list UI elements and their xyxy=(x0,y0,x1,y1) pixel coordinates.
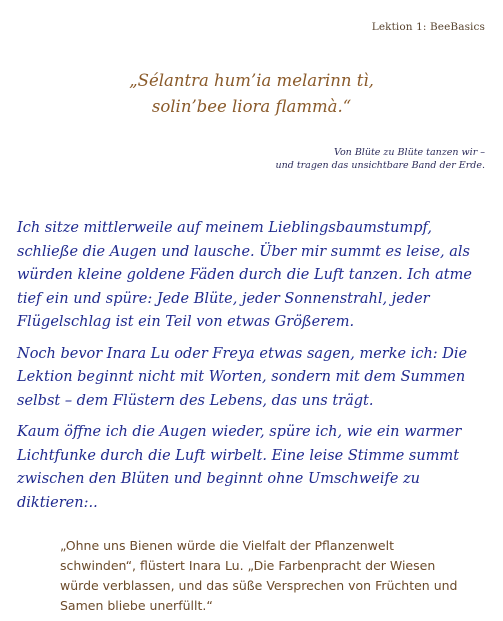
translation-line-1: Von Blüte zu Blüte tanzen wir – xyxy=(333,147,485,158)
quote-text: „Ohne uns Bienen würde die Vielfalt der Pflanzenwelt schwinden“, flüstert Inara Lu. „Die Farbenpracht der Wiesen würde verblassen, und das süße Versprechen von Früchten und Samen bliebe unerfüllt.“ xyxy=(60,538,458,613)
lesson-header: Lektion 1: BeeBasics xyxy=(371,21,485,33)
epigraph-translation xyxy=(275,146,485,172)
epigraph-line-2: solin’bee liora flammà.“ xyxy=(151,97,352,116)
epigraph-line-1: „Sélantra hum’ia melarinn tì, xyxy=(129,71,374,90)
story-body xyxy=(17,217,487,523)
story-paragraph-1: Ich sitze mittlerweile auf meinem Lieblingsbaumstumpf, schließe die Augen und lausche. Über mir summt es leise, als würden kleine goldene Fäden durch die Luft tanzen. Ich atme tief ein und spüre: Jede Blüte, jeder Sonnenstrahl, jeder Flügelschlag ist ein Teil von etwas Größerem. xyxy=(17,220,472,330)
dictated-quote xyxy=(60,536,472,616)
epigraph xyxy=(0,68,503,120)
story-paragraph-3: Kaum öffne ich die Augen wieder, spüre ich, wie ein warmer Lichtfunke durch die Luft wirbelt. Eine leise Stimme summt zwischen den Blüten und beginnt ohne Umschweife zu diktieren:.. xyxy=(17,424,462,511)
story-paragraph-2: Noch bevor Inara Lu oder Freya etwas sagen, merke ich: Die Lektion beginnt nicht mit Worten, sondern mit dem Summen selbst – dem Flüstern des Lebens, das uns trägt. xyxy=(17,345,468,409)
translation-line-2: und tragen das unsichtbare Band der Erde. xyxy=(275,160,485,171)
